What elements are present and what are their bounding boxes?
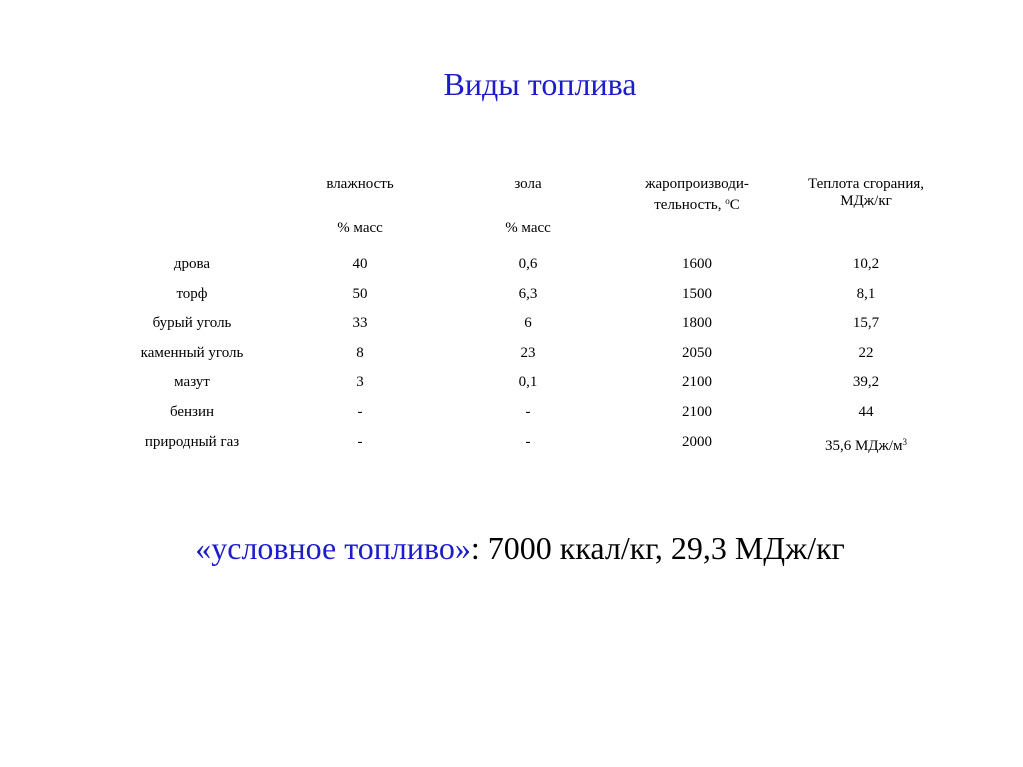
table-row bbox=[112, 280, 946, 310]
cell-moisture: - bbox=[357, 433, 363, 450]
cell-moisture: 3 bbox=[356, 374, 364, 391]
cell-name: дрова bbox=[173, 256, 211, 272]
cell-moisture: 50 bbox=[352, 285, 368, 302]
cell-temp: 1600 bbox=[682, 256, 712, 272]
cell-ash: 23 bbox=[520, 344, 536, 361]
cell-ash: 0,1 bbox=[518, 374, 538, 391]
table-row bbox=[112, 309, 946, 339]
cell-heat: 22 bbox=[858, 344, 874, 361]
cell-name: каменный уголь bbox=[140, 344, 244, 361]
fuel-table bbox=[112, 170, 946, 457]
column-header-temp-line2: тельность, bbox=[654, 197, 726, 213]
cell-name: торф bbox=[176, 285, 208, 302]
standard-fuel-colon: : bbox=[470, 530, 488, 566]
column-header-ash: зола bbox=[514, 176, 542, 192]
cell-ash: 6 bbox=[524, 315, 532, 332]
cell-moisture: 8 bbox=[356, 344, 364, 361]
column-header-heat bbox=[786, 170, 946, 214]
column-header-temp-line1: жаропроизводи- bbox=[645, 176, 749, 192]
cell-temp: 2050 bbox=[682, 344, 712, 361]
column-header-temp bbox=[608, 170, 786, 214]
cell-moisture: 33 bbox=[352, 315, 368, 332]
page-title: Виды топлива bbox=[443, 66, 637, 102]
column-header-heat-line1: Теплота сгорания, bbox=[807, 176, 924, 192]
table-row bbox=[112, 250, 946, 280]
cell-heat: 39,2 bbox=[852, 374, 880, 391]
cell-ash: - bbox=[525, 403, 531, 420]
table-header-row bbox=[112, 170, 946, 214]
standard-fuel-value: 7000 ккал/кг, 29,3 МДж/кг bbox=[487, 530, 845, 566]
cell-name: бензин bbox=[169, 403, 215, 420]
table-row bbox=[112, 398, 946, 428]
cubic-sup: 3 bbox=[902, 436, 908, 447]
cell-moisture: - bbox=[357, 403, 363, 420]
cell-ash: 6,3 bbox=[518, 285, 538, 302]
subheader-moisture-unit: % масс bbox=[337, 220, 383, 236]
subheader-empty bbox=[786, 214, 946, 250]
cell-heat: 8,1 bbox=[856, 285, 876, 302]
cell-temp: 2000 bbox=[682, 433, 712, 450]
cell-ash: - bbox=[525, 433, 531, 450]
standard-fuel-term: «условное топливо» bbox=[195, 530, 471, 566]
subheader-ash-unit: % масс bbox=[505, 220, 551, 236]
cell-temp: 1500 bbox=[682, 285, 712, 302]
cell-temp: 1800 bbox=[682, 315, 712, 332]
table-subheader-row bbox=[112, 214, 946, 250]
table-row bbox=[112, 339, 946, 369]
column-header-temp-unit: C bbox=[729, 197, 740, 213]
cell-heat: 44 bbox=[858, 403, 874, 420]
cell-temp: 2100 bbox=[682, 374, 712, 391]
column-header-name bbox=[112, 170, 272, 214]
cell-moisture: 40 bbox=[352, 256, 368, 272]
cell-name: природный газ bbox=[144, 433, 240, 450]
cell-heat-value: 35,6 МДж/м bbox=[824, 437, 903, 454]
cell-ash: 0,6 bbox=[518, 256, 538, 272]
cell-temp: 2100 bbox=[682, 403, 712, 420]
cell-heat: 10,2 bbox=[852, 256, 880, 272]
table-row bbox=[112, 428, 946, 458]
standard-fuel-line bbox=[0, 530, 1023, 567]
column-header-moisture: влажность bbox=[326, 176, 394, 192]
subheader-empty bbox=[608, 214, 786, 250]
degree-sup: o bbox=[725, 196, 730, 206]
subheader-empty bbox=[112, 214, 272, 250]
cell-name: мазут bbox=[174, 374, 210, 391]
column-header-heat-line2: МДж/кг bbox=[840, 193, 892, 209]
table-row bbox=[112, 368, 946, 398]
cell-name: бурый уголь bbox=[152, 315, 232, 332]
cell-heat bbox=[786, 428, 946, 458]
cell-heat: 15,7 bbox=[852, 315, 880, 332]
